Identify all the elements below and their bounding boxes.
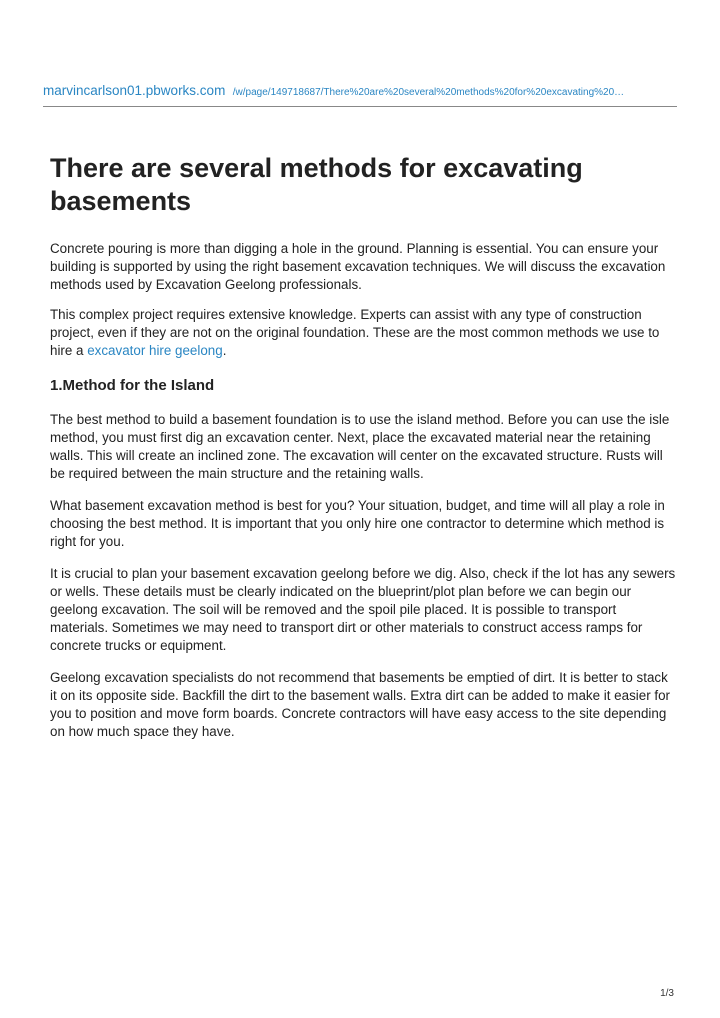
url-header xyxy=(43,82,677,100)
paragraph-dirt-handling: Geelong excavation specialists do not recommend that basements be emptied of dirt. It is better to stack it on its opposite side. Backfill the dirt to the basement walls. Extra dirt can be added to make it easier for you to position and move form boards. Concrete contractors will have easy access to the site depending on how much space they have. xyxy=(50,670,671,739)
header-divider xyxy=(43,106,677,107)
page-path-link[interactable]: /w/page/149718687/There%20are%20several%20methods%20for%20excavating%20… xyxy=(232,87,625,98)
article-title: There are several methods for excavating basements xyxy=(50,153,583,216)
paragraph-methods-end: . xyxy=(222,343,227,358)
excavator-hire-link[interactable]: excavator hire geelong xyxy=(87,343,223,358)
section-heading-island: 1.Method for the Island xyxy=(50,377,215,394)
paragraph-intro: Concrete pouring is more than digging a hole in the ground. Planning is essential. You can ensure your building is supported by using the right basement excavation techniques. We will discuss the excavation methods used by Excavation Geelong professionals. xyxy=(50,241,666,292)
article xyxy=(50,152,676,755)
paragraph-planning: It is crucial to plan your basement excavation geelong before we dig. Also, check if the lot has any sewers or wells. These details must be clearly indicated on the blueprint/plot plan before we can begin our geelong excavation. The soil will be removed and the spoil pile placed. It is possible to transport materials. Sometimes we may need to transport dirt or other materials to construct access ramps for concrete trucks or equipment. xyxy=(50,566,676,653)
paragraph-methods-text: This complex project requires extensive knowledge. Experts can assist with any type of construction project, even if they are not on the original foundation. These are the most common methods we use to hire a xyxy=(50,307,660,358)
page-number: 1/3 xyxy=(660,988,674,999)
paragraph-methods xyxy=(50,306,676,360)
site-link[interactable]: marvincarlson01.pbworks.com xyxy=(43,83,226,98)
paragraph-choosing-method: What basement excavation method is best for you? Your situation, budget, and time will all play a role in choosing the best method. It is important that you only hire one contractor to determine which method is right for you. xyxy=(50,498,665,549)
paragraph-island-method: The best method to build a basement foundation is to use the island method. Before you can use the isle method, you must first dig an excavation center. Next, place the excavated material near the retaining walls. This will create an inclined zone. The excavation will center on the excavated structure. Rusts will be required between the main structure and the retaining walls. xyxy=(50,412,670,481)
